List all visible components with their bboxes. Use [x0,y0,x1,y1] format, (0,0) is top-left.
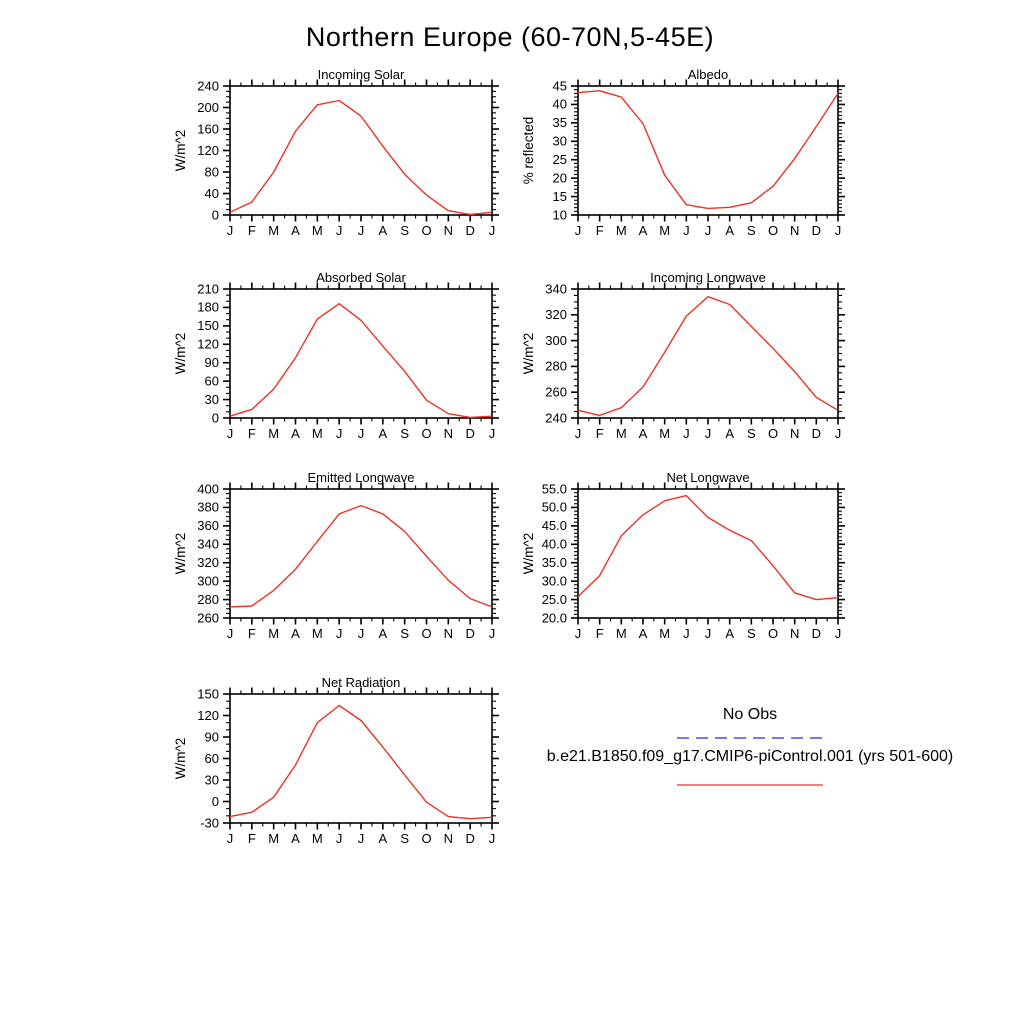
svg-text:M: M [659,223,671,238]
svg-text:O: O [421,831,432,846]
svg-text:M: M [268,831,280,846]
svg-text:45.0: 45.0 [541,518,567,534]
svg-text:0: 0 [211,410,219,426]
svg-text:D: D [465,831,475,846]
svg-text:W/m^2: W/m^2 [173,532,188,575]
svg-text:90: 90 [204,355,219,371]
svg-text:W/m^2: W/m^2 [521,332,536,375]
svg-text:180: 180 [197,299,219,315]
page-title: Northern Europe (60-70N,5-45E) [305,22,715,52]
svg-text:D: D [465,223,475,238]
svg-text:W/m^2: W/m^2 [173,129,188,172]
svg-text:240: 240 [197,78,219,94]
svg-text:M: M [268,223,280,238]
svg-text:30: 30 [204,772,219,788]
svg-text:O: O [421,223,432,238]
absorbed-solar-chart [150,268,520,460]
svg-text:Net Radiation: Net Radiation [321,675,401,690]
svg-text:280: 280 [545,358,567,374]
svg-text:120: 120 [197,336,219,352]
svg-text:Emitted Longwave: Emitted Longwave [307,470,415,485]
svg-text:J: J [683,426,690,441]
svg-text:J: J [574,223,582,238]
svg-text:Incoming Longwave: Incoming Longwave [650,270,766,285]
svg-text:J: J [683,626,690,641]
svg-text:400: 400 [197,481,219,497]
svg-text:S: S [400,831,410,846]
legend-series-label: b.e21.B1850.f09_g17.CMIP6-piControl.001 (yrs 501-600) [546,748,954,765]
emitted-longwave-chart [150,468,520,660]
svg-text:20.0: 20.0 [541,610,567,626]
chart-panel-albedo [498,65,868,257]
svg-text:S: S [400,223,410,238]
svg-text:O: O [767,626,779,641]
svg-text:J: J [683,223,690,238]
incoming-longwave-chart [498,268,868,460]
svg-text:N: N [789,426,800,441]
svg-text:A: A [291,426,300,441]
svg-text:35.0: 35.0 [541,555,567,571]
svg-text:J: J [574,426,582,441]
svg-text:S: S [746,426,756,441]
svg-text:300: 300 [545,332,567,348]
svg-text:150: 150 [197,318,219,334]
svg-text:200: 200 [197,99,219,115]
svg-text:D: D [465,626,475,641]
svg-text:W/m^2: W/m^2 [173,737,188,780]
svg-text:F: F [595,426,604,441]
svg-text:J: J [704,626,712,641]
svg-text:N: N [443,426,454,441]
svg-text:J: J [704,223,712,238]
albedo-chart [498,65,868,257]
svg-text:20: 20 [552,170,567,186]
svg-text:A: A [378,426,388,441]
svg-text:N: N [789,223,800,238]
svg-text:F: F [247,223,256,238]
svg-text:M: M [615,626,627,641]
svg-text:D: D [811,626,822,641]
svg-text:N: N [789,626,800,641]
svg-text:J: J [335,426,343,441]
legend-no-obs-label: No Obs [722,706,778,723]
svg-text:M: M [311,831,323,846]
svg-text:F: F [595,223,604,238]
svg-text:J: J [834,626,842,641]
chart-panel-incoming-longwave [498,268,868,460]
svg-text:280: 280 [197,591,219,607]
svg-text:M: M [659,626,671,641]
svg-text:A: A [638,426,648,441]
svg-text:N: N [443,223,454,238]
svg-text:J: J [335,223,343,238]
svg-text:D: D [811,223,822,238]
svg-text:340: 340 [545,281,567,297]
svg-text:M: M [311,223,323,238]
chart-panel-absorbed-solar [150,268,520,460]
svg-text:A: A [378,831,388,846]
svg-text:J: J [357,626,365,641]
svg-text:J: J [226,223,234,238]
svg-text:M: M [615,223,627,238]
svg-text:J: J [574,626,582,641]
svg-text:S: S [400,426,410,441]
svg-text:A: A [638,223,648,238]
svg-text:10: 10 [552,207,567,223]
svg-text:J: J [226,626,234,641]
svg-text:120: 120 [197,707,219,723]
svg-text:M: M [311,426,323,441]
svg-text:90: 90 [204,729,219,745]
svg-text:300: 300 [197,573,219,589]
svg-text:J: J [834,223,842,238]
svg-text:0: 0 [211,793,219,809]
svg-text:0: 0 [211,207,219,223]
svg-text:40: 40 [204,185,219,201]
svg-text:O: O [767,426,779,441]
svg-text:J: J [834,426,842,441]
svg-text:J: J [226,426,234,441]
svg-text:J: J [335,626,343,641]
svg-text:J: J [488,626,496,641]
svg-text:150: 150 [197,686,219,702]
legend [440,700,1024,800]
svg-text:J: J [704,426,712,441]
svg-text:A: A [291,626,300,641]
svg-text:A: A [725,626,735,641]
net-longwave-chart [498,468,868,660]
svg-text:45: 45 [552,78,567,94]
svg-text:M: M [659,426,671,441]
svg-text:320: 320 [545,307,567,323]
svg-text:J: J [488,426,496,441]
svg-text:J: J [488,223,496,238]
svg-text:J: J [357,426,365,441]
svg-text:25: 25 [552,152,567,168]
svg-text:J: J [357,223,365,238]
svg-text:35: 35 [552,115,567,131]
svg-text:30: 30 [204,391,219,407]
svg-text:J: J [488,831,496,846]
svg-text:O: O [421,626,432,641]
svg-text:M: M [311,626,323,641]
svg-text:S: S [746,223,756,238]
svg-text:30: 30 [552,133,567,149]
legend-series-solid-line [676,782,824,788]
svg-text:Absorbed Solar: Absorbed Solar [316,270,406,285]
chart-panel-emitted-longwave [150,468,520,660]
chart-panel-incoming-solar [150,65,520,257]
svg-text:S: S [400,626,410,641]
svg-text:160: 160 [197,121,219,137]
svg-text:A: A [291,223,300,238]
svg-text:A: A [725,223,735,238]
svg-text:240: 240 [545,410,567,426]
svg-text:F: F [247,626,256,641]
svg-text:W/m^2: W/m^2 [521,532,536,575]
svg-text:210: 210 [197,281,219,297]
svg-text:Albedo: Albedo [687,67,729,82]
svg-text:D: D [465,426,475,441]
svg-text:25.0: 25.0 [541,591,567,607]
svg-text:30.0: 30.0 [541,573,567,589]
svg-text:F: F [595,626,604,641]
svg-text:% reflected: % reflected [521,116,536,185]
svg-text:F: F [247,426,256,441]
svg-text:N: N [443,831,454,846]
svg-text:A: A [291,831,300,846]
svg-text:O: O [421,426,432,441]
svg-text:380: 380 [197,499,219,515]
svg-text:N: N [443,626,454,641]
svg-text:M: M [268,626,280,641]
svg-text:260: 260 [545,384,567,400]
svg-text:A: A [725,426,735,441]
svg-text:60: 60 [204,750,219,766]
svg-text:M: M [615,426,627,441]
svg-text:S: S [746,626,756,641]
svg-text:A: A [378,223,388,238]
svg-text:40: 40 [552,96,567,112]
svg-text:260: 260 [197,610,219,626]
svg-text:15: 15 [552,188,567,204]
svg-text:Incoming Solar: Incoming Solar [317,67,405,82]
svg-text:A: A [638,626,648,641]
svg-text:80: 80 [204,164,219,180]
svg-text:-30: -30 [200,815,219,831]
svg-text:J: J [357,831,365,846]
svg-text:120: 120 [197,142,219,158]
incoming-solar-chart [150,65,520,257]
svg-text:50.0: 50.0 [541,499,567,515]
svg-text:J: J [335,831,343,846]
svg-text:320: 320 [197,555,219,571]
svg-text:Net Longwave: Net Longwave [666,470,750,485]
svg-text:M: M [268,426,280,441]
svg-text:D: D [811,426,822,441]
legend-no-obs-dashed-line [676,735,824,741]
svg-text:40.0: 40.0 [541,536,567,552]
svg-text:A: A [378,626,388,641]
svg-text:J: J [226,831,234,846]
svg-text:F: F [247,831,256,846]
svg-text:360: 360 [197,518,219,534]
svg-text:60: 60 [204,373,219,389]
svg-text:O: O [767,223,779,238]
chart-panel-net-longwave [498,468,868,660]
svg-text:W/m^2: W/m^2 [173,332,188,375]
svg-text:340: 340 [197,536,219,552]
svg-text:55.0: 55.0 [541,481,567,497]
